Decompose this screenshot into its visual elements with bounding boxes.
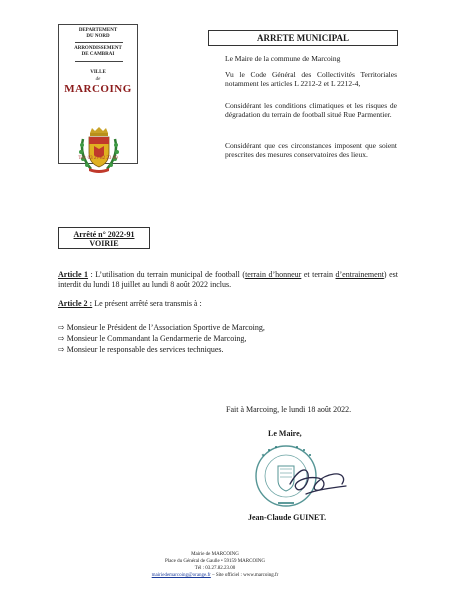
town-name: MARCOING <box>64 83 132 95</box>
divider <box>75 61 123 62</box>
footer-line-3: Tél : 03.27.82.23.00 <box>194 566 236 571</box>
maire-title: Le Maire, <box>268 429 302 438</box>
ville-label: VILLE <box>90 70 106 75</box>
footer-line-1: Mairie de MARCOING <box>191 552 239 557</box>
de-label: de <box>95 77 101 82</box>
list-item <box>58 333 398 344</box>
article-2-label: Article 2 : <box>58 299 93 308</box>
recipient-text: Monsieur le Président de l’Association Sportive de Marcoing, <box>66 323 265 332</box>
considerant-paragraph-2: Considérant que ces circonstances imposent que soient prescrites des mesures conservatoires des lieux. <box>225 141 397 159</box>
list-item <box>58 322 398 333</box>
site-text: – Site officiel : www.marcoing.fr <box>210 573 279 578</box>
vu-paragraph: Vu le Code Général des Collectivités Territoriales notamment les articles L 2212-2 et L 2212-4, <box>225 70 397 88</box>
department-line-2: DU NORD <box>86 34 110 39</box>
letterhead-box <box>58 24 138 164</box>
recipient-list <box>58 322 398 355</box>
terrain-honneur: terrain d’honneur <box>245 270 302 279</box>
article-2-text: Le présent arrêté sera transmis à : <box>92 299 202 308</box>
article-1-label: Article 1 <box>58 270 89 279</box>
arrete-category: VOIRIE <box>89 239 119 248</box>
arrow-right-icon: ⇨ <box>58 323 65 332</box>
recipient-text: Monsieur le responsable des services techniques. <box>66 345 224 354</box>
official-stamp-icon <box>246 440 356 512</box>
coat-of-arms-icon <box>77 125 121 175</box>
department-line-1: DEPARTEMENT <box>78 28 118 33</box>
arrondissement-line-1: ARRONDISSEMENT <box>74 46 122 51</box>
fait-a-line: Fait à Marcoing, le lundi 18 août 2022. <box>226 405 352 414</box>
title-box <box>208 30 398 46</box>
recipient-text: Monsieur le Commandant la Gendarmerie de Marcoing, <box>66 334 247 343</box>
maire-line: Le Maire de la commune de Marcoing <box>225 54 341 63</box>
article-2 <box>58 299 398 309</box>
divider <box>75 42 123 43</box>
arrow-right-icon: ⇨ <box>58 345 65 354</box>
list-item <box>58 344 398 355</box>
arrete-number: Arrêté n° 2022-91 <box>73 230 135 239</box>
arrondissement-line-2: DE CAMBRAI <box>81 52 115 57</box>
considerant-paragraph-1: Considérant les conditions climatiques et les risques de dégradation du terrain de football situé Rue Parmentier. <box>225 101 397 119</box>
telephone: Tél: 03 27 82 23 00 <box>78 156 118 161</box>
maire-name: Jean-Claude GUINET. <box>248 513 327 522</box>
article-1-text-a: L’utilisation du terrain municipal de football ( <box>95 270 246 279</box>
footer <box>100 551 330 579</box>
footer-line-4 <box>100 572 330 579</box>
footer-line-2: Place du Général de Gaulle • 59159 MARCOING <box>165 559 265 564</box>
article-1-text-c: ) est interdit du lundi 18 juillet au lundi 8 août 2022 inclus. <box>58 270 398 289</box>
article-1 <box>58 270 398 289</box>
arrete-number-box <box>58 227 150 249</box>
document-title: ARRETE MUNICIPAL <box>256 33 350 43</box>
article-1-sep: : <box>88 270 96 279</box>
article-1-text-b: et terrain <box>301 270 336 279</box>
arrow-right-icon: ⇨ <box>58 334 65 343</box>
email-link[interactable]: mairiedemarcoing@orange.fr <box>151 573 211 578</box>
terrain-entrainement: d’entrainement <box>335 270 384 279</box>
